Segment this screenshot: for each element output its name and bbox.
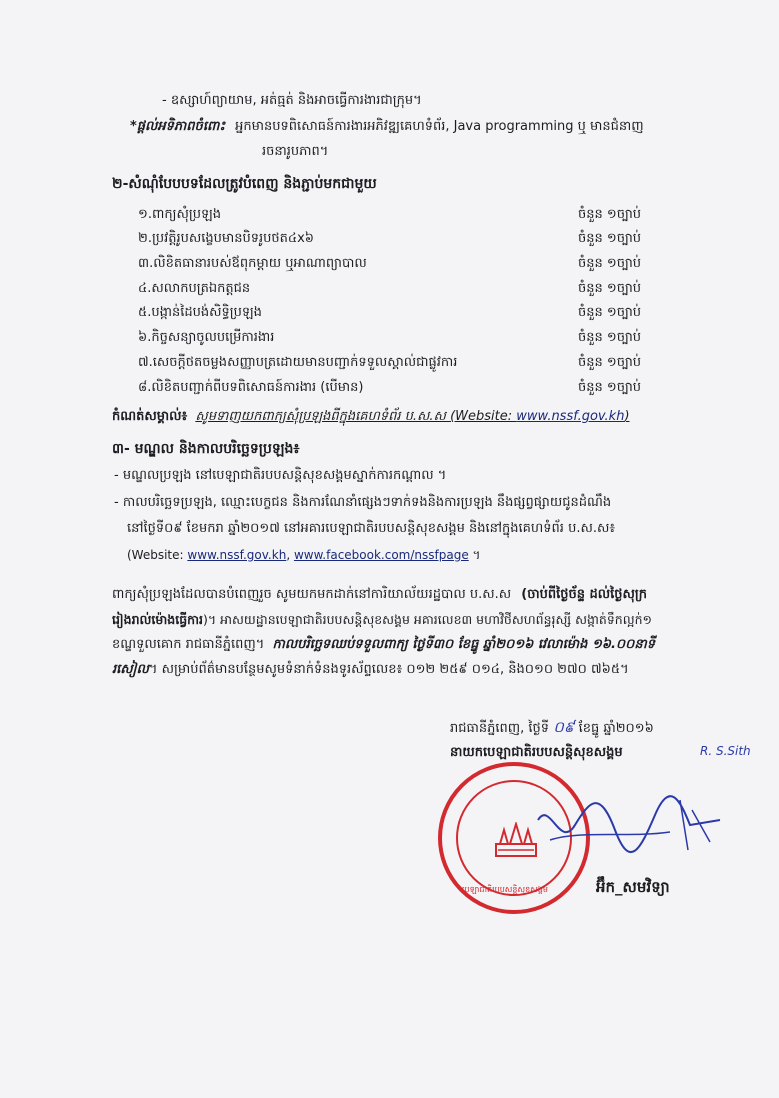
document-qty: ចំនួន ១ច្បាប់ — [578, 256, 642, 271]
signer-name: អ៊ឹក_សមវិទ្យា — [596, 878, 670, 896]
note-close: ) — [624, 409, 630, 424]
web-close: ។ — [468, 548, 481, 562]
document-item — [138, 353, 658, 373]
document-name: ៣.លិខិតធានារបស់ឪពុកម្តាយ ឬអាណាព្យាបាល — [138, 256, 367, 271]
web-sep: , — [286, 548, 294, 562]
document-item — [138, 279, 658, 299]
priority-text-cont: រចនារូបភាព។ — [262, 144, 329, 159]
exam-website-line — [127, 546, 480, 564]
submission-hours-start: (ចាប់ពីថ្ងៃច័ន្ទ ដល់ថ្ងៃសុក្រ — [521, 587, 647, 602]
document-qty: ចំនួន ១ច្បាប់ — [578, 355, 642, 370]
nssf-website-link[interactable]: www.nssf.gov.kh — [187, 548, 287, 562]
document-qty: ចំនួន ១ច្បាប់ — [578, 330, 642, 345]
facebook-page-link[interactable]: www.facebook.com/nssfpage — [293, 548, 469, 562]
stamp-text: បេឡាជាតិរបបសន្តិសុខសង្គម — [462, 885, 548, 894]
exam-date-line2: នៅថ្ងៃទី០៩ ខែមករា ឆ្នាំ២០១៧ នៅអគារបេឡាជាតិរបបសន្តិសុខសង្គម និងនៅក្នុងគេហទំព័រ ប.ស.ស៖ — [127, 521, 616, 536]
signatory-title: នាយកបេឡាជាតិរបបសន្តិសុខសង្គម — [450, 745, 623, 760]
document-qty: ចំនួន ១ច្បាប់ — [578, 207, 642, 222]
note-website-link[interactable]: www.nssf.gov.kh — [516, 409, 625, 424]
exam-heading: ៣- មណ្ឌល និងកាលបរិច្ឆេទប្រឡង៖ — [112, 441, 300, 457]
priority-line — [130, 118, 644, 136]
document-qty: ចំនួន ១ច្បាប់ — [578, 281, 642, 296]
submission-deadline-end: រសៀល — [112, 662, 149, 677]
document-name: ៦.កិច្ចសន្យាចូលបម្រើការងារ — [138, 330, 275, 345]
document-item — [138, 229, 658, 249]
document-name: ៨.លិខិតបញ្ជាក់ពីបទពិសោធន៍ការងារ (បើមាន) — [138, 380, 364, 395]
note-label: កំណត់សម្គាល់៖ — [112, 409, 188, 424]
submission-hours-end: រៀងរាល់ម៉ោងធ្វើការ — [112, 612, 204, 627]
document-item — [138, 205, 658, 225]
exam-date-line1: - កាលបរិច្ឆេទប្រឡង, ឈ្មោះបេក្ខជន និងការណែនាំផ្សេងៗទាក់ទងនិងការប្រឡង នឹងផ្សព្វផ្សាយជូនដំណឹង — [114, 495, 612, 510]
web-open: (Website: — [127, 548, 188, 562]
documents-heading: ២-សំណុំបែបបទដែលត្រូវបំពេញ និងភ្ជាប់មកជាមួយ — [112, 176, 377, 192]
submission-address: )។ អាសយដ្ឋានបេឡាជាតិរបបសន្តិសុខសង្គម អគារលេខ៣ មហាវិថីសហព័ន្ធរុស្សី សង្កាត់ទឹកល្អក់១ — [203, 612, 653, 627]
document-qty: ចំនួន ១ច្បាប់ — [578, 380, 642, 395]
priority-label: *ផ្តល់អទិភាពចំពោះ — [130, 119, 226, 134]
priority-text: អ្នកមានបទពិសោធន៍ការងារអភិវឌ្ឍគេហទំព័រ, Java programming ឬ មានជំនាញ — [235, 119, 644, 134]
submission-contact: ។ សម្រាប់ព័ត៌មានបន្ថែមសូមទំនាក់ទំនងទូរស័ព្ទលេខ៖ ០១២ ២៥៩ ០១៤, និង០១០ ២៧០ ៧៦៥។ — [148, 662, 629, 677]
document-name: ៧.សេចក្តីថតចម្លងសញ្ញាបត្រដោយមានបញ្ជាក់ទទួលស្គាល់ជាផ្លូវការ — [138, 355, 458, 370]
date-prefix: រាជធានីភ្នំពេញ, ថ្ងៃទី — [450, 721, 550, 736]
submission-deadline: កាលបរិច្ឆេទឈប់ទទួលពាក្យ ថ្ងៃទី៣០ ខែធ្នូ ឆ្នាំ២០១៦ វេលាម៉ោង ១៦.០០នាទី — [272, 637, 655, 652]
handwritten-day: ០៩ — [553, 718, 575, 736]
submission-line4 — [112, 661, 629, 679]
skills-line: - ឧស្សាហ៍ព្យាយាម, អត់ធ្មត់ និងអាចធ្វើការងារជាក្រុម។ — [162, 93, 422, 108]
document-item — [138, 328, 658, 348]
document-item — [138, 303, 658, 323]
note-text: សូមទាញយកពាក្យសុំប្រឡងពីក្នុងគេហទំព័រ ប.ស.ស (Website: — [195, 409, 517, 424]
submission-line3 — [112, 636, 655, 654]
submission-text1: ពាក្យសុំប្រឡងដែលបានបំពេញរួច សូមយកមកដាក់នៅការិយាល័យរដ្ឋបាល ប.ស.ស — [112, 587, 512, 602]
submission-line2 — [112, 611, 652, 629]
document-qty: ចំនួន ១ច្បាប់ — [578, 231, 642, 246]
signature-date — [450, 718, 654, 738]
document-item — [138, 378, 658, 398]
exam-center-line: - មណ្ឌលប្រឡង នៅបេឡាជាតិរបបសន្តិសុខសង្គមស្នាក់ការកណ្តាល ។ — [114, 468, 447, 483]
date-suffix: ខែធ្នូ ឆ្នាំ២០១៦ — [574, 721, 654, 736]
submission-district: ខណ្ឌទួលគោក រាជធានីភ្នំពេញ។ — [112, 637, 265, 652]
document-item — [138, 254, 658, 274]
document-name: ៤.សលាកបត្រឯកត្តជន — [138, 281, 251, 296]
note-line — [112, 408, 630, 426]
document-name: ២.ប្រវត្តិរូបសង្ខេបមានបិទរូបថត៤x៦ — [138, 231, 314, 246]
handwritten-signature — [520, 780, 740, 870]
document-name: ១.ពាក្យសុំប្រឡង — [138, 207, 221, 222]
submission-line1 — [112, 586, 647, 604]
document-name: ៥.បង្កាន់ដៃបង់សិទ្ធិប្រឡង — [138, 305, 262, 320]
document-qty: ចំនួន ១ច្បាប់ — [578, 305, 642, 320]
handwritten-initials: R. S.Sith — [700, 744, 751, 758]
